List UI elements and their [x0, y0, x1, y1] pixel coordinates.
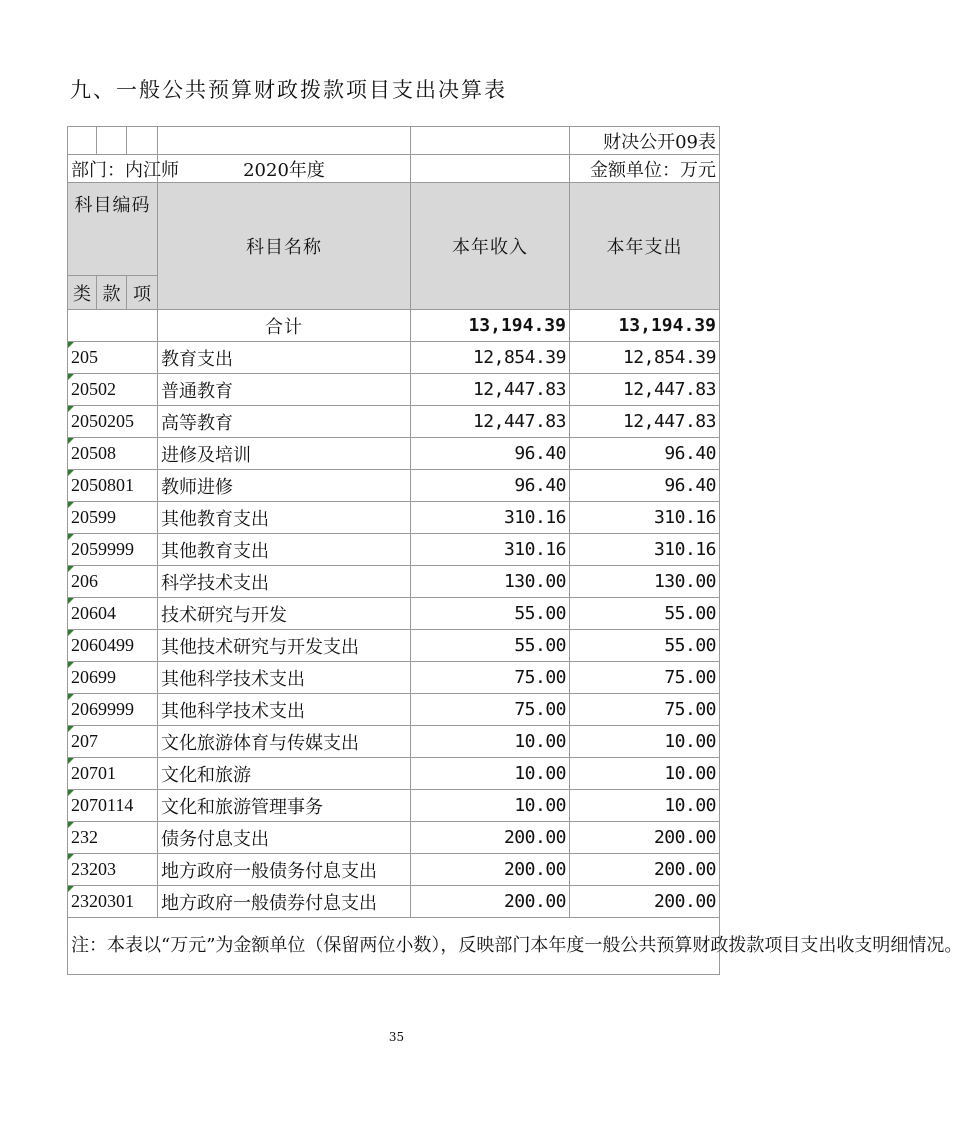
expense-value: 55.00	[570, 630, 720, 662]
expense-value: 12,854.39	[570, 342, 720, 374]
income-value: 12,447.83	[411, 374, 570, 406]
expense-value: 75.00	[570, 694, 720, 726]
subject-code: 20599	[68, 502, 158, 534]
subject-name: 其他教育支出	[158, 502, 411, 534]
table-row	[68, 630, 720, 662]
expense-value: 12,447.83	[570, 374, 720, 406]
subject-code: 2069999	[68, 694, 158, 726]
subject-code: 20502	[68, 374, 158, 406]
table-row	[68, 438, 720, 470]
table-row	[68, 790, 720, 822]
expense-value: 200.00	[570, 822, 720, 854]
entry-header: 项	[127, 276, 158, 310]
table-note: 注：本表以“万元”为金额单位（保留两位小数），反映部门本年度一般公共预算财政拨款项目支出收支明细情况。	[68, 918, 720, 975]
income-value: 12,854.39	[411, 342, 570, 374]
expense-value: 10.00	[570, 790, 720, 822]
income-value: 310.16	[411, 534, 570, 566]
table-code-row	[68, 127, 720, 155]
class-header: 类	[68, 276, 97, 310]
table-row	[68, 566, 720, 598]
total-label: 合计	[158, 310, 411, 342]
page-number: 35	[388, 1030, 405, 1044]
subject-name: 地方政府一般债券付息支出	[158, 886, 411, 918]
subject-code: 2070114	[68, 790, 158, 822]
income-value: 200.00	[411, 822, 570, 854]
expense-value: 10.00	[570, 758, 720, 790]
subject-name: 其他科学技术支出	[158, 694, 411, 726]
item-header: 款	[97, 276, 127, 310]
table-row	[68, 406, 720, 438]
table-row	[68, 342, 720, 374]
subject-code: 205	[68, 342, 158, 374]
table-row	[68, 502, 720, 534]
header-row	[68, 183, 720, 276]
table-row	[68, 854, 720, 886]
expense-value: 12,447.83	[570, 406, 720, 438]
subject-name: 文化和旅游	[158, 758, 411, 790]
table-row	[68, 694, 720, 726]
subject-name: 地方政府一般债务付息支出	[158, 854, 411, 886]
page-title: 九、一般公共预算财政拨款项目支出决算表	[70, 78, 507, 102]
table-row	[68, 374, 720, 406]
dept-row	[68, 155, 720, 183]
subject-code: 20699	[68, 662, 158, 694]
subject-code: 2060499	[68, 630, 158, 662]
expense-value: 310.16	[570, 534, 720, 566]
income-value: 200.00	[411, 886, 570, 918]
table-row	[68, 662, 720, 694]
subject-name: 技术研究与开发	[158, 598, 411, 630]
subject-code: 206	[68, 566, 158, 598]
subject-name: 债务付息支出	[158, 822, 411, 854]
subject-code: 23203	[68, 854, 158, 886]
expense-value: 75.00	[570, 662, 720, 694]
year-label: 2020年度	[158, 155, 411, 183]
dept-label: 部门：内江师	[68, 155, 158, 183]
subject-code: 2320301	[68, 886, 158, 918]
income-value: 12,447.83	[411, 406, 570, 438]
subject-name: 教育支出	[158, 342, 411, 374]
subject-code-header: 科目编码	[68, 183, 158, 276]
subject-code: 2050801	[68, 470, 158, 502]
subject-name: 其他科学技术支出	[158, 662, 411, 694]
expense-value: 96.40	[570, 470, 720, 502]
table-row	[68, 470, 720, 502]
total-income: 13,194.39	[411, 310, 570, 342]
income-value: 55.00	[411, 630, 570, 662]
income-value: 130.00	[411, 566, 570, 598]
subject-code: 20701	[68, 758, 158, 790]
income-value: 200.00	[411, 854, 570, 886]
income-value: 75.00	[411, 662, 570, 694]
expense-value: 96.40	[570, 438, 720, 470]
subject-code: 2050205	[68, 406, 158, 438]
subject-name: 其他教育支出	[158, 534, 411, 566]
total-expense: 13,194.39	[570, 310, 720, 342]
table-row	[68, 822, 720, 854]
subject-name: 高等教育	[158, 406, 411, 438]
expense-value: 200.00	[570, 854, 720, 886]
total-row	[68, 310, 720, 342]
subject-code: 207	[68, 726, 158, 758]
subject-code: 2059999	[68, 534, 158, 566]
expense-value: 130.00	[570, 566, 720, 598]
income-value: 96.40	[411, 438, 570, 470]
unit-label: 金额单位：万元	[570, 155, 720, 183]
expense-value: 55.00	[570, 598, 720, 630]
subject-name: 科学技术支出	[158, 566, 411, 598]
income-value: 10.00	[411, 726, 570, 758]
subject-name: 进修及培训	[158, 438, 411, 470]
income-value: 96.40	[411, 470, 570, 502]
income-value: 310.16	[411, 502, 570, 534]
expense-value: 310.16	[570, 502, 720, 534]
table-row	[68, 726, 720, 758]
table-row	[68, 534, 720, 566]
income-value: 75.00	[411, 694, 570, 726]
table-row	[68, 758, 720, 790]
table-row	[68, 886, 720, 918]
subject-name: 教师进修	[158, 470, 411, 502]
table-code: 财决公开09表	[570, 127, 720, 155]
table-row	[68, 598, 720, 630]
expense-header: 本年支出	[570, 183, 720, 310]
income-value: 10.00	[411, 758, 570, 790]
subject-name-header: 科目名称	[158, 183, 411, 310]
subject-name: 文化旅游体育与传媒支出	[158, 726, 411, 758]
subject-code: 232	[68, 822, 158, 854]
income-value: 10.00	[411, 790, 570, 822]
subject-code: 20508	[68, 438, 158, 470]
subject-name: 普通教育	[158, 374, 411, 406]
subject-name: 文化和旅游管理事务	[158, 790, 411, 822]
subject-name: 其他技术研究与开发支出	[158, 630, 411, 662]
expense-value: 200.00	[570, 886, 720, 918]
note-row	[68, 918, 720, 975]
income-value: 55.00	[411, 598, 570, 630]
subject-code: 20604	[68, 598, 158, 630]
expenditure-table	[67, 126, 962, 975]
income-header: 本年收入	[411, 183, 570, 310]
expense-value: 10.00	[570, 726, 720, 758]
